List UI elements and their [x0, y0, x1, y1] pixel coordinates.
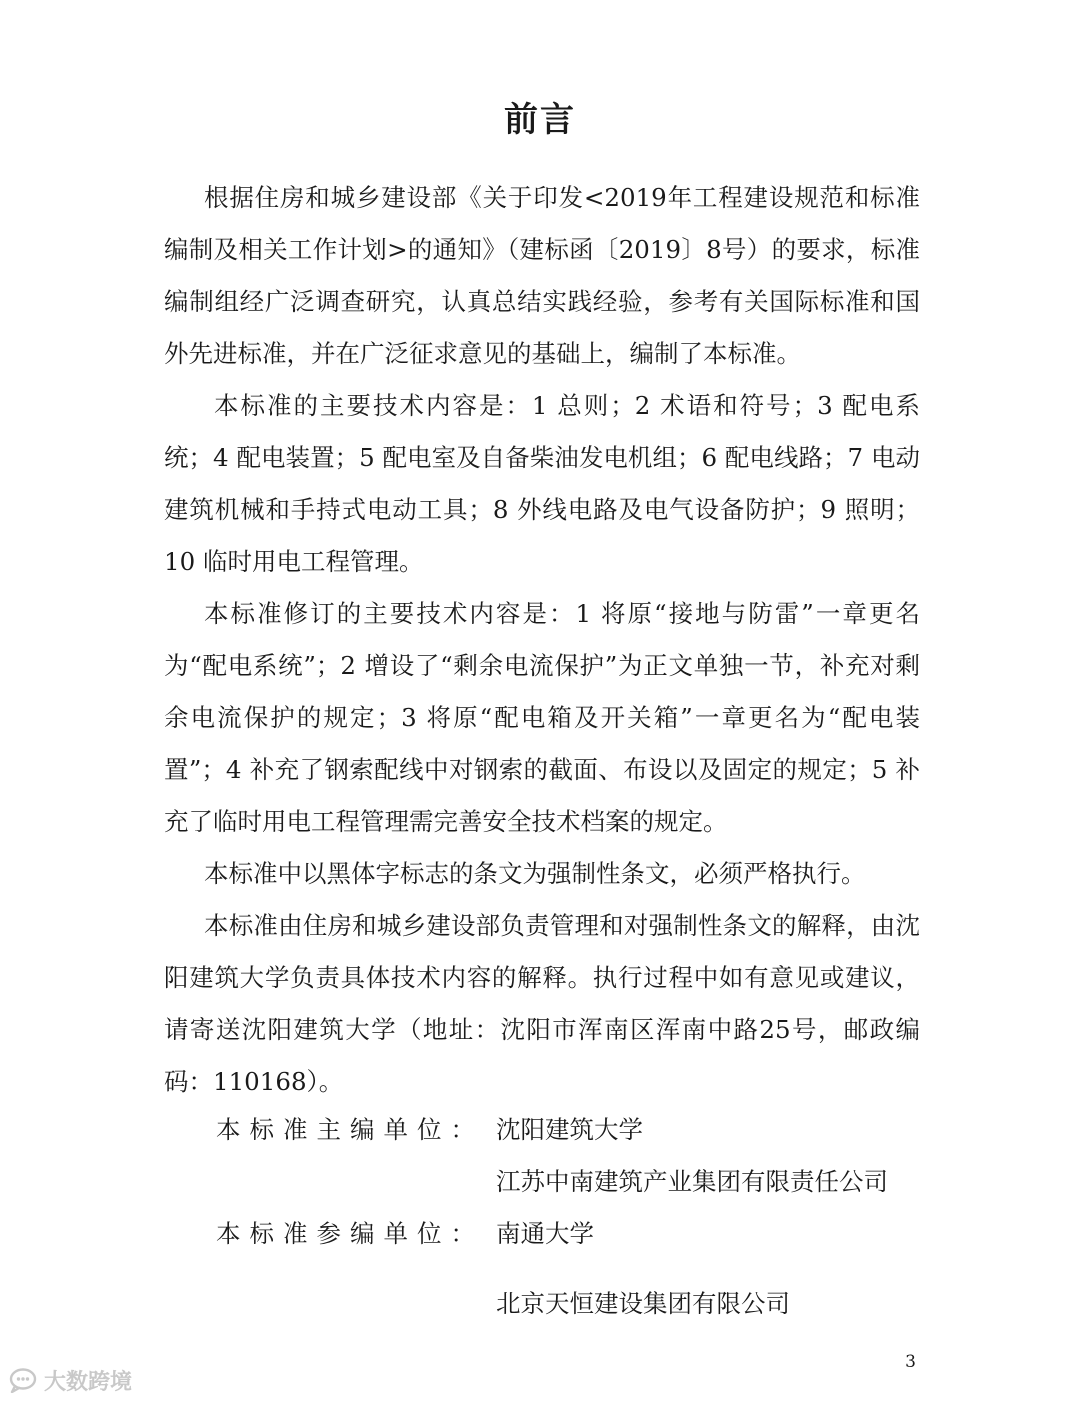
- paragraph-main-content: 本标准的主要技术内容是：1 总则；2 术语和符号；3 配电系统；4 配电装置；5 配电室及自备柴油发电机组；6 配电线路；7 电动建筑机械和手持式电动工具；8 外线电路及电气设备防护；9 照明；10 临时用电工程管理。: [164, 391, 920, 576]
- watermark-text: 大数跨境: [44, 1369, 133, 1395]
- chief-editor-unit: 沈阳建筑大学: [496, 1115, 643, 1144]
- participating-row: [164, 1208, 920, 1260]
- page-number: 3: [905, 1352, 916, 1372]
- participating-unit: 北京天恒建设集团有限公司: [496, 1289, 790, 1318]
- paragraph-background: 根据住房和城乡建设部《关于印发<2019年工程建设规范和标准编制及相关工作计划>的通知》（建标函〔2019〕8号）的要求，标准编制组经广泛调查研究，认真总结实践经验，参考有关国际标准和国外先进标准，并在广泛征求意见的基础上，编制了本标准。: [164, 183, 920, 368]
- watermark: [8, 1364, 132, 1396]
- participating-label: 本标准参编单位：: [216, 1219, 484, 1248]
- chief-editor-row: [164, 1104, 920, 1156]
- body-text: [164, 172, 920, 1108]
- paragraph-mandatory-clauses: 本标准中以黑体字标志的条文为强制性条文，必须严格执行。: [204, 859, 866, 888]
- paragraph-revisions: 本标准修订的主要技术内容是：1 将原“接地与防雷”一章更名为“配电系统”；2 增设了“剩余电流保护”为正文单独一节，补充对剩余电流保护的规定；3 将原“配电箱及开关箱”一章更名为“配电装置”；4 补充了钢索配线中对钢索的截面、布设以及固定的规定；5 补充了临时用电工程管理需完善安全技术档案的规定。: [164, 599, 920, 836]
- participating-unit: 南通大学: [496, 1219, 594, 1248]
- speech-bubble-logo-icon: [8, 1367, 38, 1393]
- paragraph-management: 本标准由住房和城乡建设部负责管理和对强制性条文的解释，由沈阳建筑大学负责具体技术内容的解释。执行过程中如有意见或建议，请寄送沈阳建筑大学（地址：沈阳市浑南区浑南中路25号，邮政编码：110168）。: [164, 911, 920, 1096]
- page-title: 前言: [504, 100, 576, 140]
- editing-units: [164, 1104, 920, 1330]
- chief-editor-unit: 江苏中南建筑产业集团有限责任公司: [496, 1167, 888, 1196]
- participating-row: [164, 1278, 920, 1330]
- chief-editor-label: 本标准主编单位：: [216, 1115, 484, 1144]
- chief-editor-row: [164, 1156, 920, 1208]
